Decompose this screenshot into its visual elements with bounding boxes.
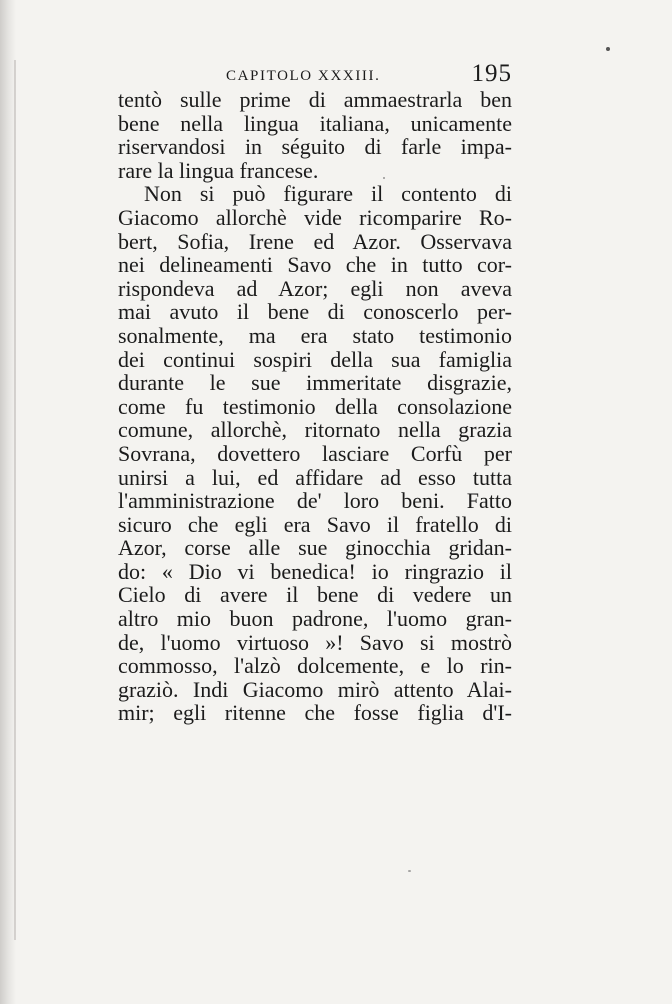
text-line: sonalmente, ma era stato testimonio <box>118 322 512 348</box>
text-line: mir; egli ritenne che fosse figlia d'I- <box>118 700 512 726</box>
text-line: dei continui sospiri della sua famiglia <box>118 346 512 372</box>
text-line: come fu testimonio della consolazione <box>118 393 512 419</box>
text-line: riservandosi in séguito di farle impa- <box>118 134 512 160</box>
text-line: de, l'uomo virtuoso »! Savo si mostrò <box>118 629 512 655</box>
text-line: commosso, l'alzò dolcemente, e lo rin- <box>118 653 512 679</box>
text-line: tentò sulle prime di ammaestrarla ben <box>118 87 512 112</box>
text-line: bert, Sofia, Irene ed Azor. Osservava <box>118 228 512 254</box>
text-line: durante le sue immeritate disgrazie, <box>118 370 512 396</box>
text-line: Non si può figurare il contento di <box>144 181 512 207</box>
text-line: altro mio buon padrone, l'uomo gran- <box>118 606 512 632</box>
binding-edge <box>14 60 16 940</box>
text-line: mai avuto il bene di conoscerlo per- <box>118 299 512 325</box>
print-speck <box>408 870 411 872</box>
text-line: graziò. Indi Giacomo mirò attento Alai- <box>118 676 512 702</box>
text-line: do: « Dio vi benedica! io ringrazio il <box>118 558 512 584</box>
text-line: Cielo di avere il bene di vedere un <box>118 582 512 608</box>
text-line: rare la lingua francese. <box>118 157 319 183</box>
text-line: rispondeva ad Azor; egli non aveva <box>118 275 512 301</box>
page-number: 195 <box>471 60 512 87</box>
body-text <box>118 88 512 725</box>
text-line: nei delineamenti Savo che in tutto cor- <box>118 252 512 278</box>
running-head: CAPITOLO XXXIII. <box>226 68 381 84</box>
text-line: sicuro che egli era Savo il fratello di <box>118 511 512 537</box>
text-line: comune, allorchè, ritornato nella grazia <box>118 417 512 443</box>
text-line: Giacomo allorchè vide ricomparire Ro- <box>118 204 512 230</box>
text-line: Sovrana, dovettero lasciare Corfù per <box>118 440 512 466</box>
text-line: unirsi a lui, ed affidare ad esso tutta <box>118 464 512 490</box>
text-line: Azor, corse alle sue ginocchia gridan- <box>118 535 512 561</box>
text-line: l'amministrazione de' loro beni. Fatto <box>118 488 512 514</box>
page-header <box>118 60 512 90</box>
text-line: bene nella lingua italiana, unicamente <box>118 110 512 136</box>
print-speck <box>606 47 610 51</box>
